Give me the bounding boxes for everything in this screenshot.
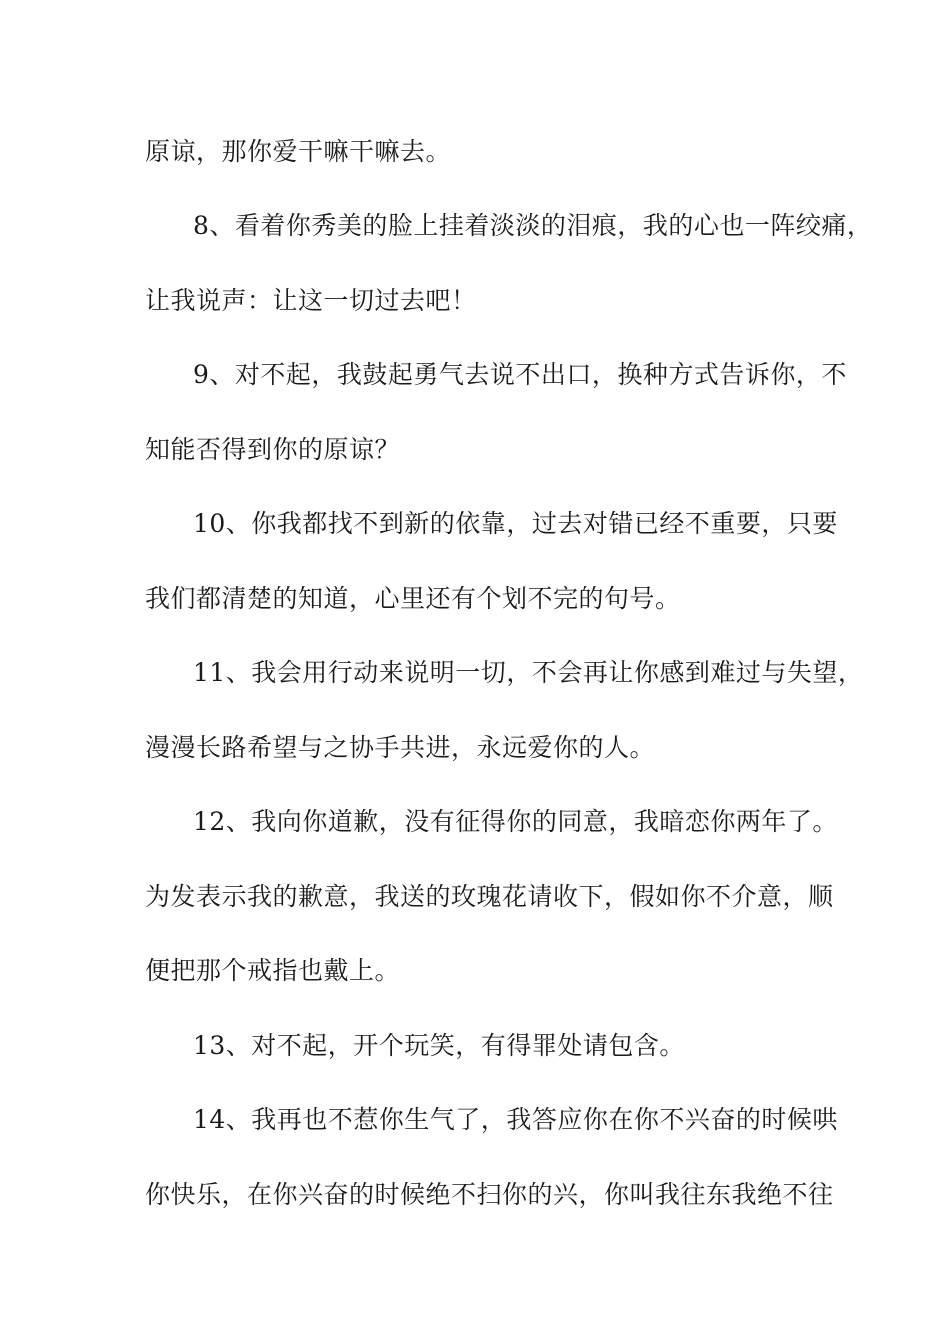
text-line: 8、看着你秀美的脸上挂着淡淡的泪痕，我的心也一阵绞痛， bbox=[193, 211, 873, 240]
text-line: 让我说声：让这一切过去吧！ bbox=[145, 286, 477, 315]
text-line: 知能否得到你的原谅？ bbox=[145, 435, 401, 464]
text-line: 为发表示我的歉意，我送的玫瑰花请收下，假如你不介意，顺 bbox=[145, 882, 834, 911]
text-line: 便把那个戒指也戴上。 bbox=[145, 956, 401, 985]
text-line: 13、对不起，开个玩笑，有得罪处请包含。 bbox=[193, 1031, 685, 1060]
text-line: 9、对不起，我鼓起勇气去说不出口，换种方式告诉你，不 bbox=[193, 360, 847, 389]
text-line: 12、我向你道歉，没有征得你的同意，我暗恋你两年了。 bbox=[193, 807, 838, 836]
text-line: 你快乐，在你兴奋的时候绝不扫你的兴，你叫我往东我绝不往 bbox=[145, 1180, 834, 1209]
text-line: 14、我再也不惹你生气了，我答应你在你不兴奋的时候哄 bbox=[193, 1105, 838, 1134]
text-line: 我们都清楚的知道，心里还有个划不完的句号。 bbox=[145, 584, 681, 613]
text-line: 原谅，那你爱干嘛干嘛去。 bbox=[145, 137, 452, 166]
text-line: 11、我会用行动来说明一切，不会再让你感到难过与失望， bbox=[193, 658, 864, 687]
text-line: 漫漫长路希望与之协手共进，永远爱你的人。 bbox=[145, 733, 656, 762]
text-line: 10、你我都找不到新的依靠，过去对错已经不重要，只要 bbox=[193, 509, 838, 538]
